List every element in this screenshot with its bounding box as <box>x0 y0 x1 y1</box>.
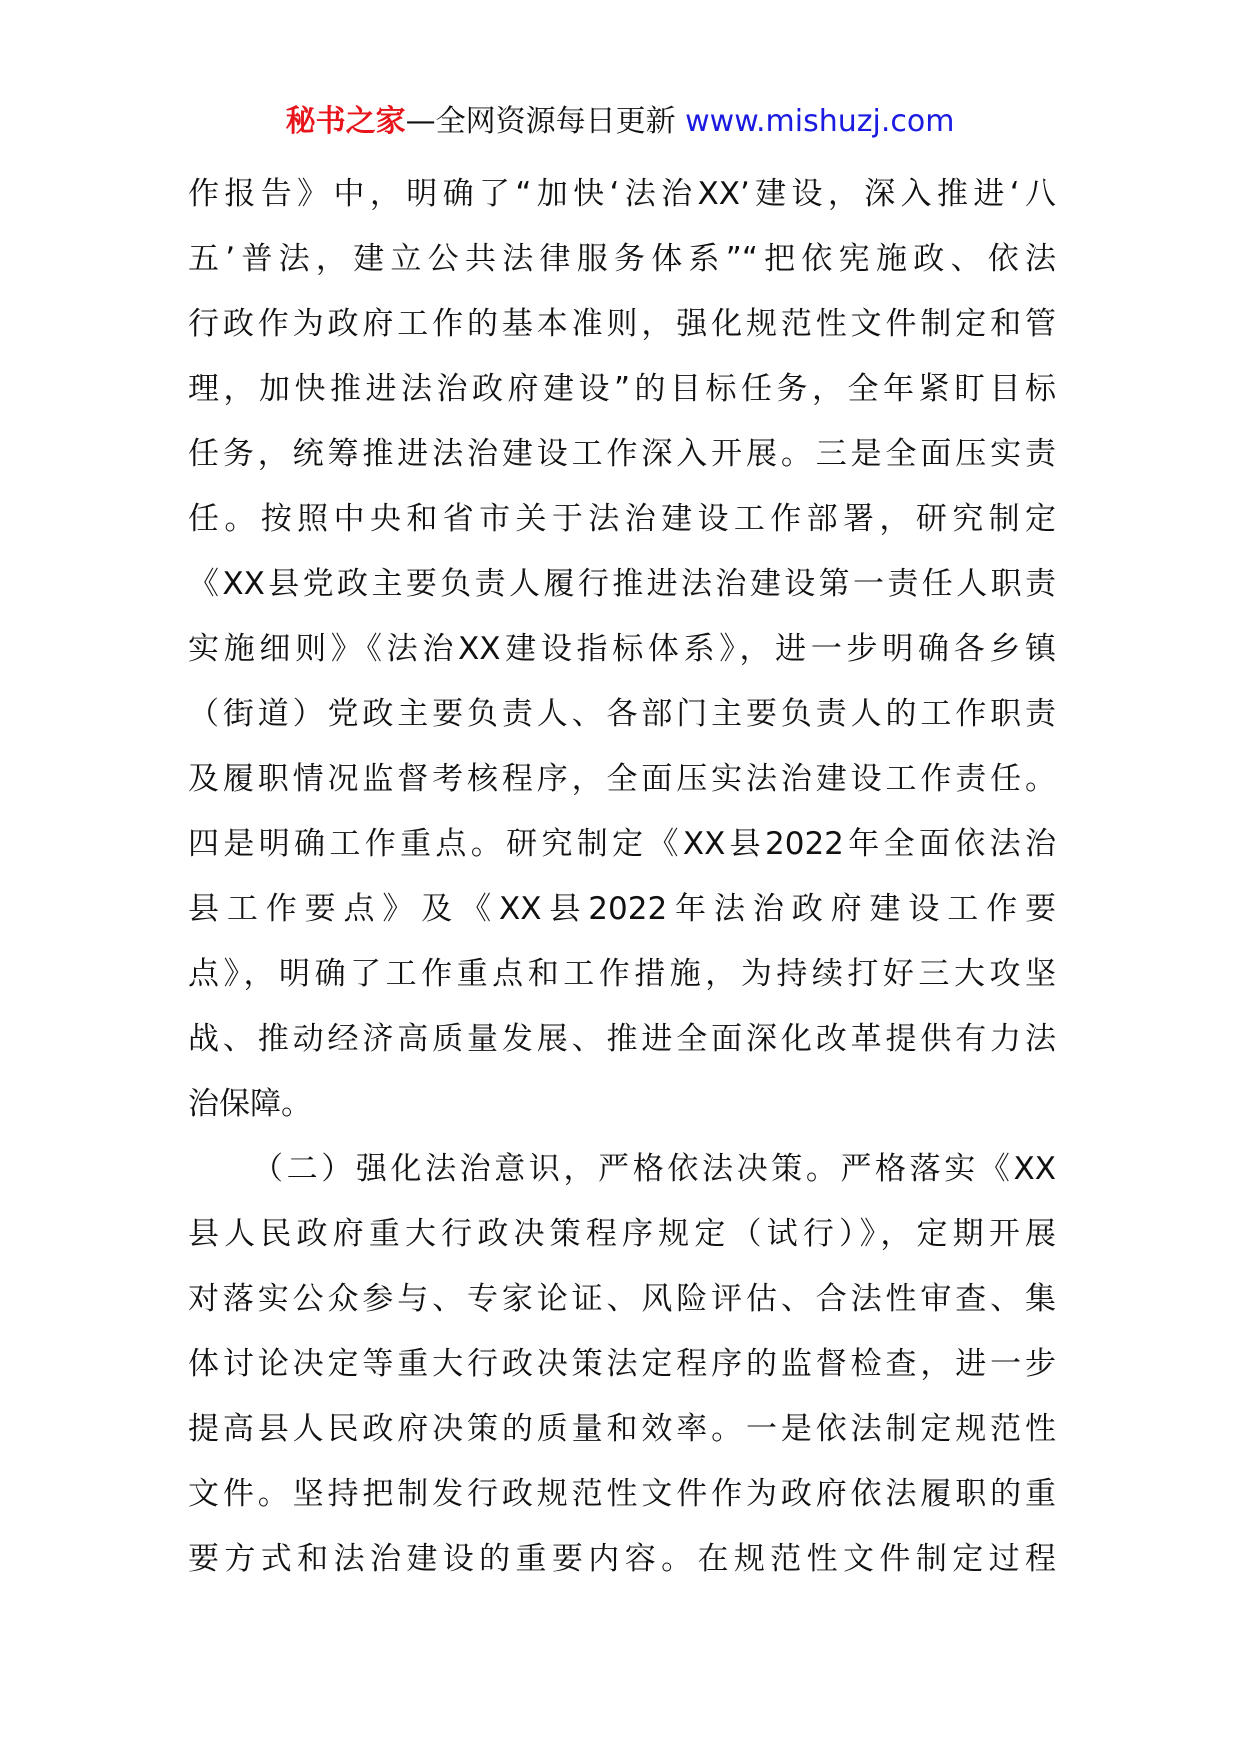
text-line: 任。按照中央和省市关于法治建设工作部署，研究制定 <box>188 501 1056 537</box>
text-line: 县工作要点》及《XX县2022年法治政府建设工作要 <box>188 891 1056 927</box>
text-line: 文件。坚持把制发行政规范性文件作为政府依法履职的重 <box>188 1476 1056 1512</box>
text-line: 任务，统筹推进法治建设工作深入开展。三是全面压实责 <box>188 436 1056 472</box>
text-line: 实施细则》《法治XX建设指标体系》，进一步明确各乡镇 <box>188 631 1056 667</box>
text-line: 提高县人民政府决策的质量和效率。一是依法制定规范性 <box>188 1411 1056 1447</box>
site-brand: 秘书之家 <box>285 104 406 139</box>
text-line: 四是明确工作重点。研究制定《XX县2022年全面依法治 <box>188 826 1056 862</box>
text-line: 理，加快推进法治政府建设”的目标任务，全年紧盯目标 <box>188 371 1056 407</box>
text-line: （二）强化法治意识，严格依法决策。严格落实《XX <box>252 1151 1056 1187</box>
text-line: 战、推动经济高质量发展、推进全面深化改革提供有力法 <box>188 1021 1056 1057</box>
text-line: 点》，明确了工作重点和工作措施，为持续打好三大攻坚 <box>188 956 1056 992</box>
text-line: 体讨论决定等重大行政决策法定程序的监督检查，进一步 <box>188 1346 1056 1382</box>
text-line: 行政作为政府工作的基本准则，强化规范性文件制定和管 <box>188 306 1056 342</box>
text-line: 五’普法，建立公共法律服务体系”“把依宪施政、依法 <box>188 241 1056 277</box>
text-line: 作报告》中，明确了“加快‘法治XX’建设，深入推进‘八 <box>188 176 1056 212</box>
site-slogan: —全网资源每日更新 <box>405 104 686 139</box>
text-line: 县人民政府重大行政决策程序规定（试行）》，定期开展 <box>188 1216 1056 1252</box>
text-line: 及履职情况监督考核程序，全面压实法治建设工作责任。 <box>188 761 1056 797</box>
text-line: 治保障。 <box>188 1086 312 1122</box>
document-body <box>188 162 1056 1592</box>
text-line: 对落实公众参与、专家论证、风险评估、合法性审查、集 <box>188 1281 1056 1317</box>
site-url-link[interactable]: www.mishuzj.com <box>685 104 955 139</box>
text-line: （街道）党政主要负责人、各部门主要负责人的工作职责 <box>188 696 1056 732</box>
text-line: 要方式和法治建设的重要内容。在规范性文件制定过程 <box>188 1541 1056 1577</box>
text-line: 《XX县党政主要负责人履行推进法治建设第一责任人职责 <box>188 566 1056 602</box>
site-header <box>0 100 1240 144</box>
